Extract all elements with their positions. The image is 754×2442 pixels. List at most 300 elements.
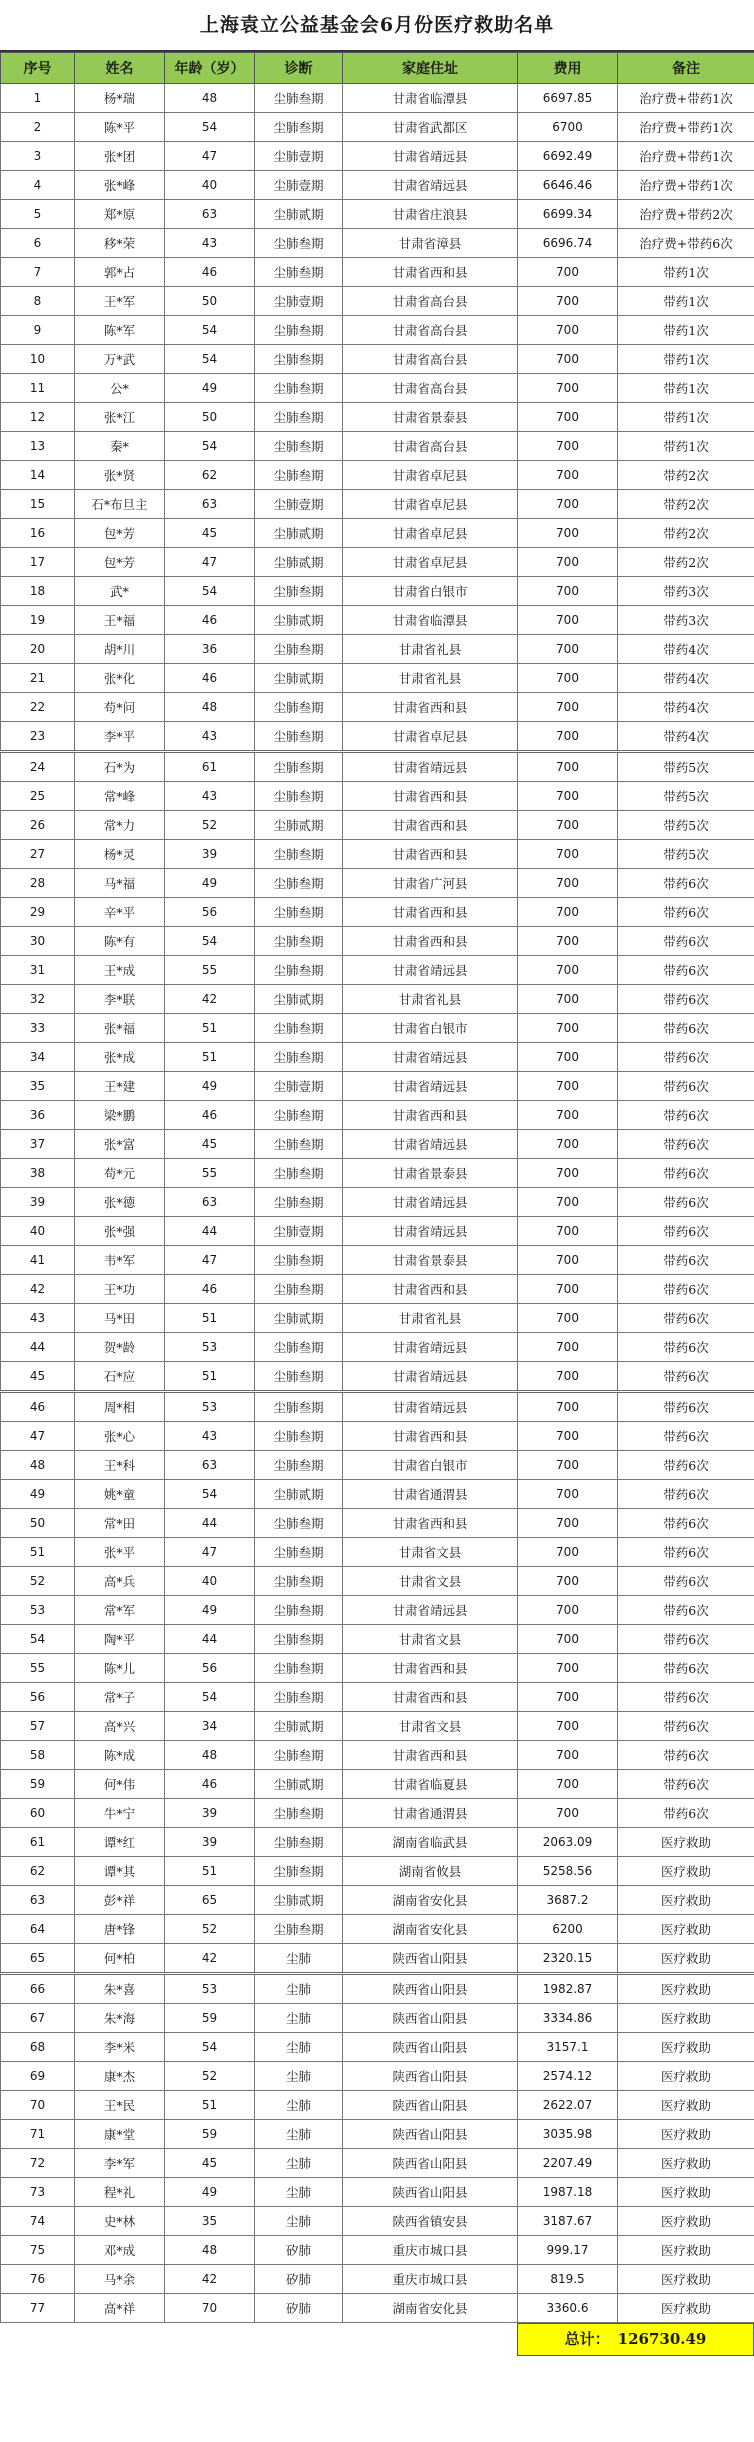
cell-name: 李*平 bbox=[75, 722, 165, 752]
cell-name: 王*功 bbox=[75, 1275, 165, 1304]
cell-name: 梁*鹏 bbox=[75, 1101, 165, 1130]
cell-address: 甘肃省靖远县 bbox=[343, 1072, 518, 1101]
cell-name: 苟*问 bbox=[75, 693, 165, 722]
table-row bbox=[1, 722, 754, 752]
cell-address: 甘肃省靖远县 bbox=[343, 1392, 518, 1422]
table-row bbox=[1, 1944, 754, 1974]
cell-index: 28 bbox=[1, 869, 75, 898]
cell-address: 甘肃省礼县 bbox=[343, 1304, 518, 1333]
table-row bbox=[1, 1333, 754, 1362]
cell-diagnosis: 矽肺 bbox=[255, 2265, 343, 2294]
cell-diagnosis: 尘肺叁期 bbox=[255, 956, 343, 985]
cell-name: 张*德 bbox=[75, 1188, 165, 1217]
cell-diagnosis: 尘肺贰期 bbox=[255, 811, 343, 840]
cell-name: 张*化 bbox=[75, 664, 165, 693]
cell-address: 甘肃省庄浪县 bbox=[343, 200, 518, 229]
table-row bbox=[1, 2294, 754, 2323]
cell-index: 44 bbox=[1, 1333, 75, 1362]
cell-name: 贺*龄 bbox=[75, 1333, 165, 1362]
cell-address: 甘肃省靖远县 bbox=[343, 1333, 518, 1362]
cell-remark: 带药6次 bbox=[618, 1014, 754, 1043]
cell-fee: 700 bbox=[518, 519, 618, 548]
table-row bbox=[1, 1654, 754, 1683]
cell-address: 陕西省山阳县 bbox=[343, 2004, 518, 2033]
table-row bbox=[1, 200, 754, 229]
cell-index: 38 bbox=[1, 1159, 75, 1188]
cell-address: 甘肃省临夏县 bbox=[343, 1770, 518, 1799]
cell-index: 77 bbox=[1, 2294, 75, 2323]
cell-fee: 6646.46 bbox=[518, 171, 618, 200]
cell-index: 1 bbox=[1, 84, 75, 113]
cell-name: 王*建 bbox=[75, 1072, 165, 1101]
cell-diagnosis: 尘肺贰期 bbox=[255, 606, 343, 635]
table-row bbox=[1, 1014, 754, 1043]
cell-address: 甘肃省高台县 bbox=[343, 287, 518, 316]
table-row bbox=[1, 403, 754, 432]
table-row bbox=[1, 927, 754, 956]
cell-age: 44 bbox=[165, 1217, 255, 1246]
cell-fee: 700 bbox=[518, 1275, 618, 1304]
table-row bbox=[1, 635, 754, 664]
cell-name: 张*江 bbox=[75, 403, 165, 432]
cell-age: 46 bbox=[165, 1101, 255, 1130]
table-row bbox=[1, 1101, 754, 1130]
cell-age: 54 bbox=[165, 316, 255, 345]
table-row bbox=[1, 1625, 754, 1654]
table-row bbox=[1, 1741, 754, 1770]
cell-name: 辛*平 bbox=[75, 898, 165, 927]
cell-fee: 700 bbox=[518, 1741, 618, 1770]
cell-diagnosis: 尘肺叁期 bbox=[255, 1159, 343, 1188]
cell-fee: 700 bbox=[518, 287, 618, 316]
cell-age: 61 bbox=[165, 752, 255, 782]
cell-address: 甘肃省漳县 bbox=[343, 229, 518, 258]
col-header-fee: 费用 bbox=[518, 53, 618, 84]
table-row bbox=[1, 142, 754, 171]
cell-diagnosis: 尘肺叁期 bbox=[255, 374, 343, 403]
cell-remark: 带药6次 bbox=[618, 1422, 754, 1451]
cell-age: 55 bbox=[165, 956, 255, 985]
table-row bbox=[1, 2265, 754, 2294]
cell-remark: 带药6次 bbox=[618, 1188, 754, 1217]
cell-remark: 带药1次 bbox=[618, 432, 754, 461]
cell-address: 甘肃省靖远县 bbox=[343, 1596, 518, 1625]
table-row bbox=[1, 1828, 754, 1857]
cell-age: 52 bbox=[165, 1915, 255, 1944]
cell-remark: 带药6次 bbox=[618, 985, 754, 1014]
cell-address: 甘肃省靖远县 bbox=[343, 956, 518, 985]
cell-fee: 6696.74 bbox=[518, 229, 618, 258]
cell-name: 石*布旦主 bbox=[75, 490, 165, 519]
cell-index: 18 bbox=[1, 577, 75, 606]
cell-diagnosis: 尘肺叁期 bbox=[255, 461, 343, 490]
col-header-index: 序号 bbox=[1, 53, 75, 84]
cell-fee: 700 bbox=[518, 1770, 618, 1799]
cell-index: 34 bbox=[1, 1043, 75, 1072]
cell-age: 63 bbox=[165, 200, 255, 229]
cell-diagnosis: 尘肺贰期 bbox=[255, 1886, 343, 1915]
cell-address: 甘肃省靖远县 bbox=[343, 752, 518, 782]
cell-diagnosis: 尘肺贰期 bbox=[255, 548, 343, 577]
cell-diagnosis: 尘肺叁期 bbox=[255, 1333, 343, 1362]
cell-name: 王*福 bbox=[75, 606, 165, 635]
cell-age: 45 bbox=[165, 2149, 255, 2178]
table-row bbox=[1, 1043, 754, 1072]
cell-name: 韦*军 bbox=[75, 1246, 165, 1275]
cell-address: 甘肃省西和县 bbox=[343, 693, 518, 722]
table-row bbox=[1, 519, 754, 548]
cell-remark: 治疗费+带药1次 bbox=[618, 113, 754, 142]
cell-age: 59 bbox=[165, 2120, 255, 2149]
cell-address: 甘肃省白银市 bbox=[343, 1014, 518, 1043]
cell-fee: 999.17 bbox=[518, 2236, 618, 2265]
cell-age: 47 bbox=[165, 1246, 255, 1275]
cell-remark: 带药6次 bbox=[618, 1712, 754, 1741]
cell-age: 51 bbox=[165, 1362, 255, 1392]
cell-age: 42 bbox=[165, 1944, 255, 1974]
table-row bbox=[1, 1159, 754, 1188]
table-row bbox=[1, 1304, 754, 1333]
cell-name: 苟*元 bbox=[75, 1159, 165, 1188]
cell-address: 陕西省山阳县 bbox=[343, 1944, 518, 1974]
cell-name: 王*科 bbox=[75, 1451, 165, 1480]
cell-address: 甘肃省白银市 bbox=[343, 1451, 518, 1480]
cell-diagnosis: 尘肺 bbox=[255, 2120, 343, 2149]
cell-address: 甘肃省卓尼县 bbox=[343, 461, 518, 490]
cell-diagnosis: 尘肺叁期 bbox=[255, 1509, 343, 1538]
cell-fee: 700 bbox=[518, 1625, 618, 1654]
cell-fee: 700 bbox=[518, 1246, 618, 1275]
cell-index: 21 bbox=[1, 664, 75, 693]
cell-age: 39 bbox=[165, 840, 255, 869]
table-row bbox=[1, 577, 754, 606]
cell-name: 张*团 bbox=[75, 142, 165, 171]
cell-remark: 带药6次 bbox=[618, 1217, 754, 1246]
cell-remark: 医疗救助 bbox=[618, 2236, 754, 2265]
cell-age: 43 bbox=[165, 782, 255, 811]
cell-remark: 医疗救助 bbox=[618, 1915, 754, 1944]
cell-age: 70 bbox=[165, 2294, 255, 2323]
cell-diagnosis: 尘肺壹期 bbox=[255, 171, 343, 200]
cell-age: 49 bbox=[165, 869, 255, 898]
cell-index: 36 bbox=[1, 1101, 75, 1130]
cell-age: 40 bbox=[165, 171, 255, 200]
table-row bbox=[1, 548, 754, 577]
cell-remark: 带药6次 bbox=[618, 1770, 754, 1799]
table-row bbox=[1, 287, 754, 316]
cell-diagnosis: 尘肺贰期 bbox=[255, 1712, 343, 1741]
cell-fee: 700 bbox=[518, 956, 618, 985]
total-box bbox=[517, 2323, 754, 2356]
cell-index: 76 bbox=[1, 2265, 75, 2294]
cell-diagnosis: 尘肺叁期 bbox=[255, 1857, 343, 1886]
cell-diagnosis: 尘肺 bbox=[255, 2149, 343, 2178]
cell-fee: 700 bbox=[518, 927, 618, 956]
cell-diagnosis: 矽肺 bbox=[255, 2236, 343, 2265]
cell-index: 32 bbox=[1, 985, 75, 1014]
cell-age: 43 bbox=[165, 722, 255, 752]
cell-address: 甘肃省卓尼县 bbox=[343, 490, 518, 519]
cell-name: 邓*成 bbox=[75, 2236, 165, 2265]
cell-name: 张*平 bbox=[75, 1538, 165, 1567]
cell-fee: 700 bbox=[518, 548, 618, 577]
cell-diagnosis: 尘肺叁期 bbox=[255, 258, 343, 287]
table-row bbox=[1, 2004, 754, 2033]
cell-fee: 5258.56 bbox=[518, 1857, 618, 1886]
cell-remark: 带药6次 bbox=[618, 1654, 754, 1683]
cell-diagnosis: 尘肺叁期 bbox=[255, 1799, 343, 1828]
cell-remark: 医疗救助 bbox=[618, 2120, 754, 2149]
cell-index: 70 bbox=[1, 2091, 75, 2120]
cell-name: 程*礼 bbox=[75, 2178, 165, 2207]
cell-fee: 2063.09 bbox=[518, 1828, 618, 1857]
cell-address: 甘肃省临潭县 bbox=[343, 606, 518, 635]
table-row bbox=[1, 1974, 754, 2004]
cell-address: 甘肃省西和县 bbox=[343, 1101, 518, 1130]
cell-address: 甘肃省西和县 bbox=[343, 1741, 518, 1770]
cell-remark: 医疗救助 bbox=[618, 1857, 754, 1886]
table-row bbox=[1, 693, 754, 722]
cell-address: 甘肃省西和县 bbox=[343, 258, 518, 287]
cell-index: 2 bbox=[1, 113, 75, 142]
cell-diagnosis: 尘肺贰期 bbox=[255, 1770, 343, 1799]
cell-diagnosis: 尘肺叁期 bbox=[255, 1422, 343, 1451]
cell-diagnosis: 尘肺贰期 bbox=[255, 1304, 343, 1333]
cell-index: 45 bbox=[1, 1362, 75, 1392]
cell-fee: 700 bbox=[518, 693, 618, 722]
cell-age: 48 bbox=[165, 2236, 255, 2265]
cell-diagnosis: 尘肺叁期 bbox=[255, 1275, 343, 1304]
cell-fee: 700 bbox=[518, 811, 618, 840]
cell-name: 王*军 bbox=[75, 287, 165, 316]
cell-diagnosis: 尘肺叁期 bbox=[255, 722, 343, 752]
cell-name: 武* bbox=[75, 577, 165, 606]
table-row bbox=[1, 113, 754, 142]
table-row bbox=[1, 1857, 754, 1886]
table-body bbox=[1, 84, 754, 2323]
cell-age: 40 bbox=[165, 1567, 255, 1596]
cell-age: 63 bbox=[165, 1188, 255, 1217]
cell-address: 甘肃省通渭县 bbox=[343, 1799, 518, 1828]
cell-address: 甘肃省景泰县 bbox=[343, 1246, 518, 1275]
cell-index: 42 bbox=[1, 1275, 75, 1304]
cell-age: 59 bbox=[165, 2004, 255, 2033]
cell-diagnosis: 尘肺叁期 bbox=[255, 316, 343, 345]
cell-fee: 700 bbox=[518, 577, 618, 606]
cell-index: 71 bbox=[1, 2120, 75, 2149]
cell-remark: 医疗救助 bbox=[618, 1886, 754, 1915]
cell-age: 53 bbox=[165, 1974, 255, 2004]
cell-age: 48 bbox=[165, 693, 255, 722]
cell-name: 马*福 bbox=[75, 869, 165, 898]
cell-index: 53 bbox=[1, 1596, 75, 1625]
cell-age: 43 bbox=[165, 229, 255, 258]
cell-address: 甘肃省礼县 bbox=[343, 635, 518, 664]
cell-age: 34 bbox=[165, 1712, 255, 1741]
col-header-diagnosis: 诊断 bbox=[255, 53, 343, 84]
cell-index: 68 bbox=[1, 2033, 75, 2062]
cell-address: 陕西省山阳县 bbox=[343, 2149, 518, 2178]
cell-name: 高*祥 bbox=[75, 2294, 165, 2323]
cell-address: 甘肃省通渭县 bbox=[343, 1480, 518, 1509]
cell-fee: 700 bbox=[518, 1596, 618, 1625]
cell-address: 甘肃省靖远县 bbox=[343, 142, 518, 171]
cell-age: 36 bbox=[165, 635, 255, 664]
table-row bbox=[1, 2178, 754, 2207]
cell-address: 甘肃省卓尼县 bbox=[343, 722, 518, 752]
table-row bbox=[1, 811, 754, 840]
table-row bbox=[1, 1538, 754, 1567]
cell-diagnosis: 尘肺叁期 bbox=[255, 1014, 343, 1043]
cell-diagnosis: 尘肺叁期 bbox=[255, 635, 343, 664]
cell-remark: 带药5次 bbox=[618, 752, 754, 782]
cell-age: 51 bbox=[165, 1857, 255, 1886]
table-row bbox=[1, 1567, 754, 1596]
cell-address: 甘肃省靖远县 bbox=[343, 1188, 518, 1217]
cell-name: 陈*平 bbox=[75, 113, 165, 142]
cell-remark: 带药5次 bbox=[618, 811, 754, 840]
cell-diagnosis: 尘肺叁期 bbox=[255, 1654, 343, 1683]
cell-remark: 医疗救助 bbox=[618, 2178, 754, 2207]
cell-fee: 700 bbox=[518, 1451, 618, 1480]
cell-index: 10 bbox=[1, 345, 75, 374]
cell-name: 陈*军 bbox=[75, 316, 165, 345]
cell-index: 56 bbox=[1, 1683, 75, 1712]
cell-age: 52 bbox=[165, 811, 255, 840]
cell-fee: 2207.49 bbox=[518, 2149, 618, 2178]
cell-remark: 带药2次 bbox=[618, 490, 754, 519]
cell-index: 75 bbox=[1, 2236, 75, 2265]
cell-address: 湖南省安化县 bbox=[343, 2294, 518, 2323]
cell-fee: 3035.98 bbox=[518, 2120, 618, 2149]
cell-index: 20 bbox=[1, 635, 75, 664]
cell-remark: 带药6次 bbox=[618, 1072, 754, 1101]
cell-age: 54 bbox=[165, 1683, 255, 1712]
cell-index: 3 bbox=[1, 142, 75, 171]
cell-name: 彭*祥 bbox=[75, 1886, 165, 1915]
table-row bbox=[1, 898, 754, 927]
cell-age: 51 bbox=[165, 2091, 255, 2120]
col-header-age: 年龄（岁） bbox=[165, 53, 255, 84]
cell-address: 甘肃省高台县 bbox=[343, 432, 518, 461]
cell-index: 59 bbox=[1, 1770, 75, 1799]
cell-diagnosis: 尘肺叁期 bbox=[255, 1130, 343, 1159]
cell-diagnosis: 尘肺壹期 bbox=[255, 287, 343, 316]
cell-address: 甘肃省高台县 bbox=[343, 345, 518, 374]
cell-fee: 6692.49 bbox=[518, 142, 618, 171]
cell-name: 陶*平 bbox=[75, 1625, 165, 1654]
cell-index: 49 bbox=[1, 1480, 75, 1509]
cell-fee: 6697.85 bbox=[518, 84, 618, 113]
cell-diagnosis: 尘肺叁期 bbox=[255, 1362, 343, 1392]
cell-remark: 带药2次 bbox=[618, 519, 754, 548]
col-header-remark: 备注 bbox=[618, 53, 754, 84]
cell-name: 包*芳 bbox=[75, 519, 165, 548]
cell-name: 马*田 bbox=[75, 1304, 165, 1333]
cell-address: 重庆市城口县 bbox=[343, 2265, 518, 2294]
table-row bbox=[1, 752, 754, 782]
cell-index: 14 bbox=[1, 461, 75, 490]
cell-remark: 带药6次 bbox=[618, 1246, 754, 1275]
table-row bbox=[1, 1480, 754, 1509]
cell-diagnosis: 尘肺叁期 bbox=[255, 1828, 343, 1857]
cell-name: 张*贤 bbox=[75, 461, 165, 490]
cell-index: 72 bbox=[1, 2149, 75, 2178]
cell-index: 11 bbox=[1, 374, 75, 403]
cell-index: 9 bbox=[1, 316, 75, 345]
cell-diagnosis: 尘肺叁期 bbox=[255, 1538, 343, 1567]
cell-name: 张*强 bbox=[75, 1217, 165, 1246]
cell-remark: 治疗费+带药1次 bbox=[618, 171, 754, 200]
cell-remark: 带药6次 bbox=[618, 1567, 754, 1596]
cell-remark: 带药2次 bbox=[618, 461, 754, 490]
table-row bbox=[1, 2149, 754, 2178]
cell-remark: 医疗救助 bbox=[618, 2207, 754, 2236]
cell-address: 甘肃省文县 bbox=[343, 1712, 518, 1741]
table-row bbox=[1, 1712, 754, 1741]
cell-address: 湖南省攸县 bbox=[343, 1857, 518, 1886]
cell-index: 37 bbox=[1, 1130, 75, 1159]
table-row bbox=[1, 1188, 754, 1217]
table-row bbox=[1, 1886, 754, 1915]
cell-index: 62 bbox=[1, 1857, 75, 1886]
cell-index: 15 bbox=[1, 490, 75, 519]
cell-name: 李*联 bbox=[75, 985, 165, 1014]
cell-name: 杨*瑞 bbox=[75, 84, 165, 113]
cell-name: 马*余 bbox=[75, 2265, 165, 2294]
cell-name: 常*子 bbox=[75, 1683, 165, 1712]
cell-diagnosis: 尘肺叁期 bbox=[255, 1451, 343, 1480]
cell-fee: 3360.6 bbox=[518, 2294, 618, 2323]
table-row bbox=[1, 258, 754, 287]
cell-age: 54 bbox=[165, 577, 255, 606]
cell-diagnosis: 尘肺贰期 bbox=[255, 519, 343, 548]
cell-diagnosis: 尘肺 bbox=[255, 2062, 343, 2091]
cell-address: 甘肃省西和县 bbox=[343, 1422, 518, 1451]
cell-fee: 6700 bbox=[518, 113, 618, 142]
cell-diagnosis: 尘肺 bbox=[255, 2033, 343, 2062]
cell-age: 47 bbox=[165, 1538, 255, 1567]
table-row bbox=[1, 374, 754, 403]
cell-name: 张*峰 bbox=[75, 171, 165, 200]
table-row bbox=[1, 2207, 754, 2236]
table-row bbox=[1, 171, 754, 200]
cell-remark: 带药1次 bbox=[618, 374, 754, 403]
cell-address: 甘肃省高台县 bbox=[343, 316, 518, 345]
cell-diagnosis: 尘肺叁期 bbox=[255, 577, 343, 606]
cell-remark: 带药6次 bbox=[618, 1538, 754, 1567]
cell-address: 甘肃省西和县 bbox=[343, 840, 518, 869]
cell-name: 高*兵 bbox=[75, 1567, 165, 1596]
cell-fee: 700 bbox=[518, 606, 618, 635]
cell-diagnosis: 尘肺叁期 bbox=[255, 1596, 343, 1625]
cell-diagnosis: 尘肺 bbox=[255, 2178, 343, 2207]
cell-remark: 带药1次 bbox=[618, 287, 754, 316]
cell-fee: 700 bbox=[518, 752, 618, 782]
cell-address: 甘肃省西和县 bbox=[343, 1654, 518, 1683]
cell-age: 56 bbox=[165, 1654, 255, 1683]
cell-index: 74 bbox=[1, 2207, 75, 2236]
cell-fee: 700 bbox=[518, 490, 618, 519]
cell-fee: 700 bbox=[518, 722, 618, 752]
cell-fee: 700 bbox=[518, 1304, 618, 1333]
cell-fee: 3687.2 bbox=[518, 1886, 618, 1915]
cell-remark: 医疗救助 bbox=[618, 2004, 754, 2033]
cell-name: 康*堂 bbox=[75, 2120, 165, 2149]
cell-age: 53 bbox=[165, 1333, 255, 1362]
cell-age: 43 bbox=[165, 1422, 255, 1451]
cell-name: 常*力 bbox=[75, 811, 165, 840]
